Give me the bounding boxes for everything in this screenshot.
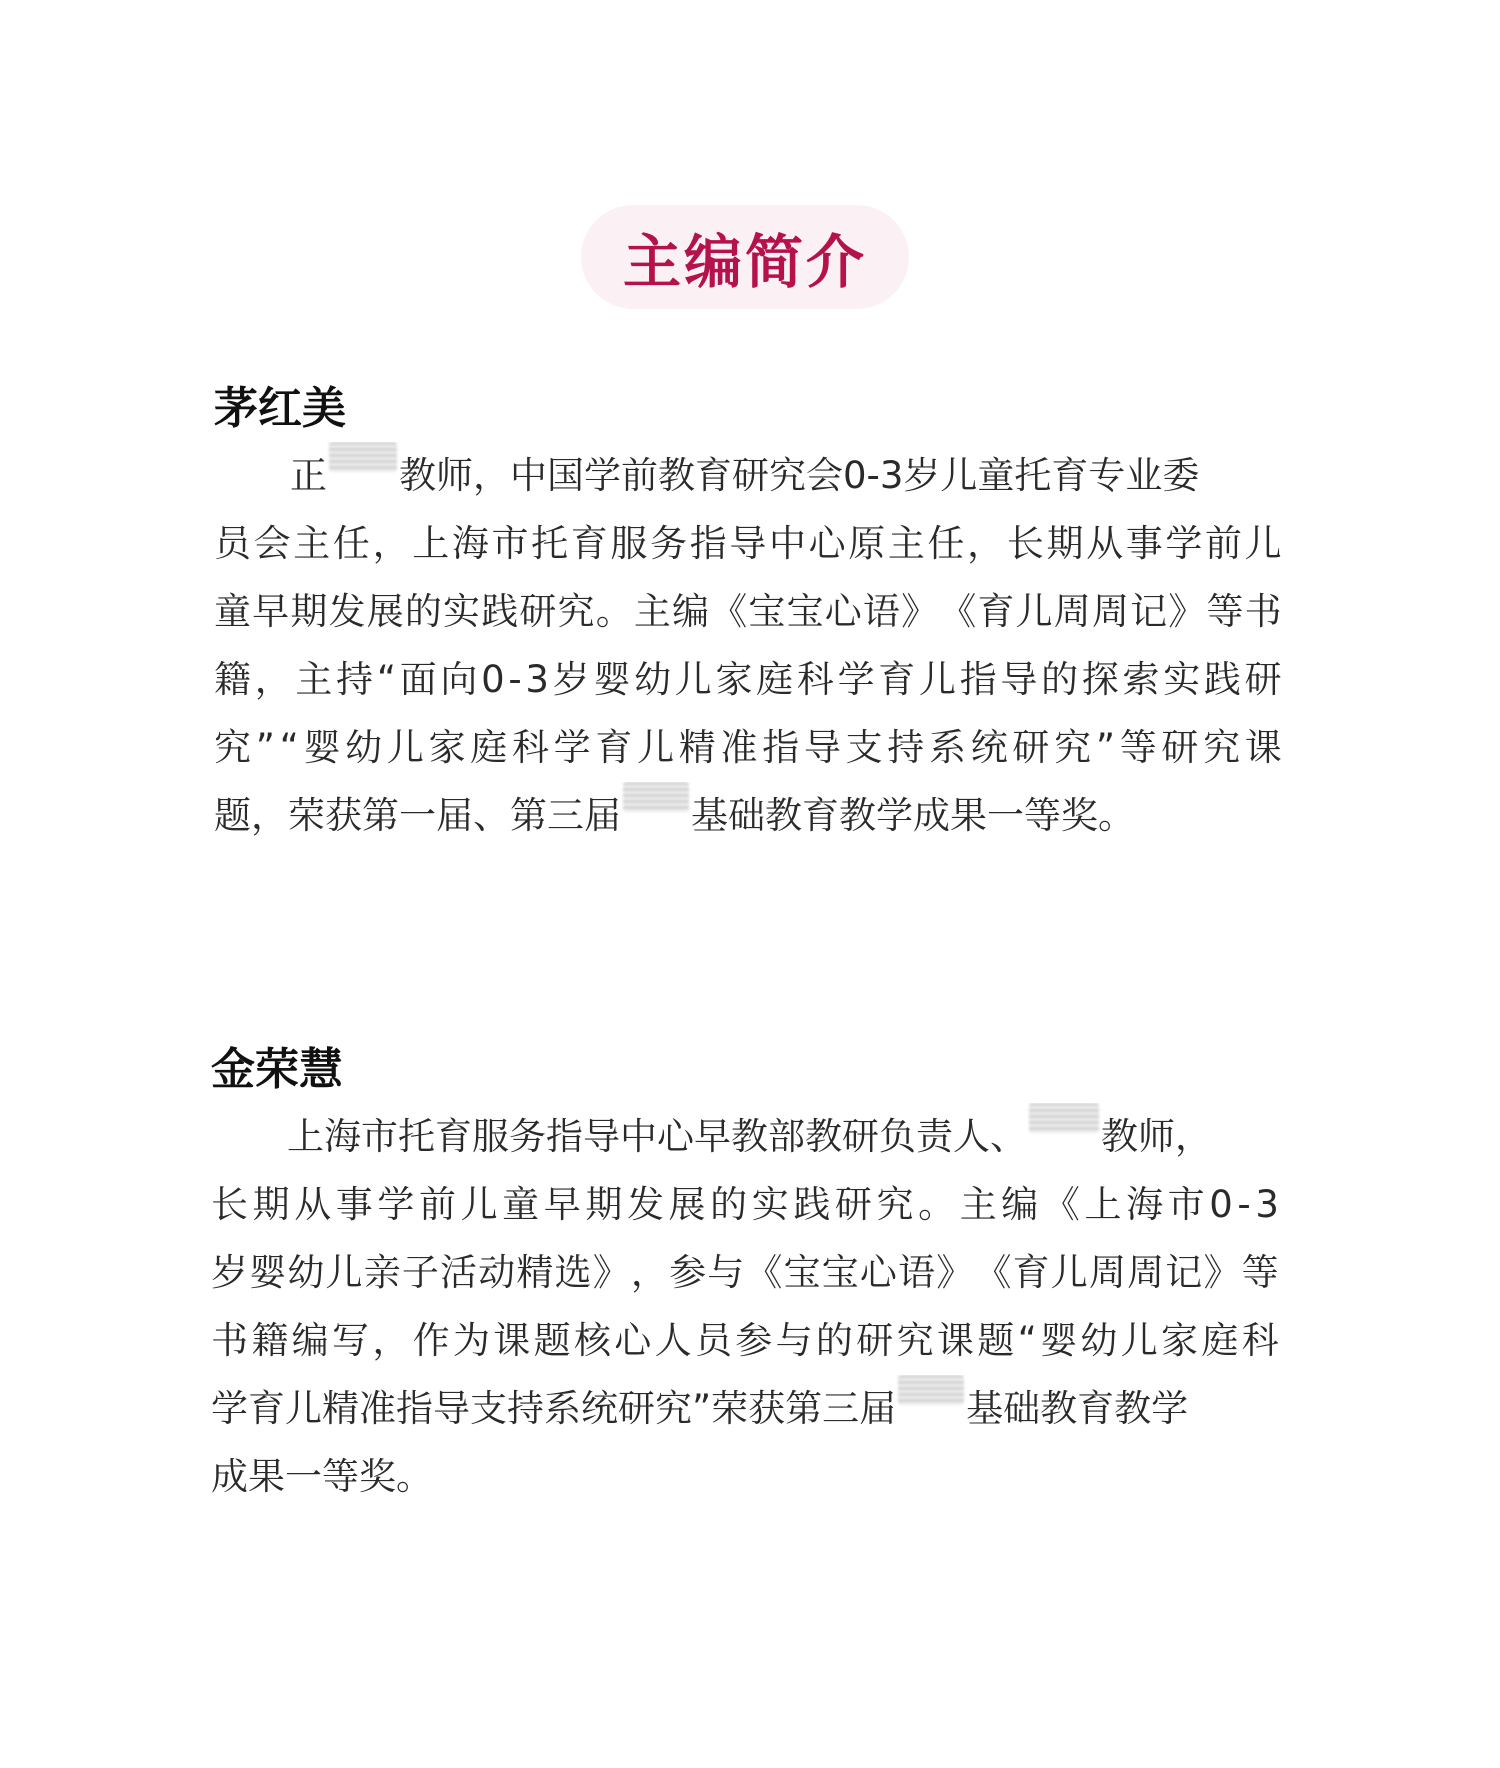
bio-line: 长 期 从 事 学 前 儿 童 早 期 发 展 的 实 践 研 究 。 主 编 《 上 海 市 0 - 3 [211,1183,1279,1226]
editor-name: 茅红美 [214,383,346,434]
bio-line: 童 早 期 发 展 的 实 践 研 究 。 主 编 《 宝 宝 心 语 》 《 育 儿 周 周 记 》 等 书 [214,590,1282,633]
bio-line: 员 会 主 任 ， 上 海 市 托 育 服 务 指 导 中 心 原 主 任 ， 长 期 从 事 学 前 儿 [214,522,1282,565]
section-title: 主编简介 [622,228,867,296]
editor-profile-1 [214,376,1282,850]
bio-text: 成果一等奖。 [211,1455,433,1498]
editor-bio [214,442,1282,850]
bio-line [214,782,1282,850]
bio-text: 正 [290,454,327,497]
bio-line: 籍 ， 主 持 “ 面 向 0 - 3 岁 婴 幼 儿 家 庭 科 学 育 儿 指 导 的 探 索 实 践 研 [214,658,1282,701]
bio-text: 教师，中国学前教育研究会0-3岁儿童托育专业委 [399,454,1200,497]
bio-line: 岁 婴 幼 儿 亲 子 活 动 精 选 》 ， 参 与 《 宝 宝 心 语 》 《 育 儿 周 周 记 》 等 [211,1251,1279,1294]
redacted-text-blur [329,442,397,472]
redacted-text-blur [1029,1103,1099,1133]
bio-text: 基础教育教学 [966,1387,1189,1430]
bio-text: 教师， [1101,1115,1212,1158]
editor-profile-2 [211,1037,1279,1511]
redacted-text-blur [898,1375,964,1405]
bio-line: 书 籍 编 写 ， 作 为 课 题 核 心 人 员 参 与 的 研 究 课 题 “ 婴 幼 儿 家 庭 科 [211,1319,1279,1362]
bio-line [211,1103,1279,1171]
bio-line: 究 ” “ 婴 幼 儿 家 庭 科 学 育 儿 精 准 指 导 支 持 系 统 研 究 ” 等 研 究 课 [214,726,1282,769]
bio-line [211,1375,1279,1443]
bio-line [214,442,1282,510]
bio-text: 学育儿精准指导支持系统研究”荣获第三届 [211,1387,897,1430]
bio-text: 题，荣获第一届、第三届 [214,794,621,837]
bio-line [211,1443,1279,1511]
bio-text: 上海市托育服务指导中心早教部教研负责人、 [287,1115,1027,1158]
section-title-badge [581,205,909,309]
redacted-text-blur [623,782,689,812]
bio-text: 基础教育教学成果一等奖。 [691,794,1135,837]
editor-bio [211,1103,1279,1511]
editor-name: 金荣慧 [211,1044,343,1095]
